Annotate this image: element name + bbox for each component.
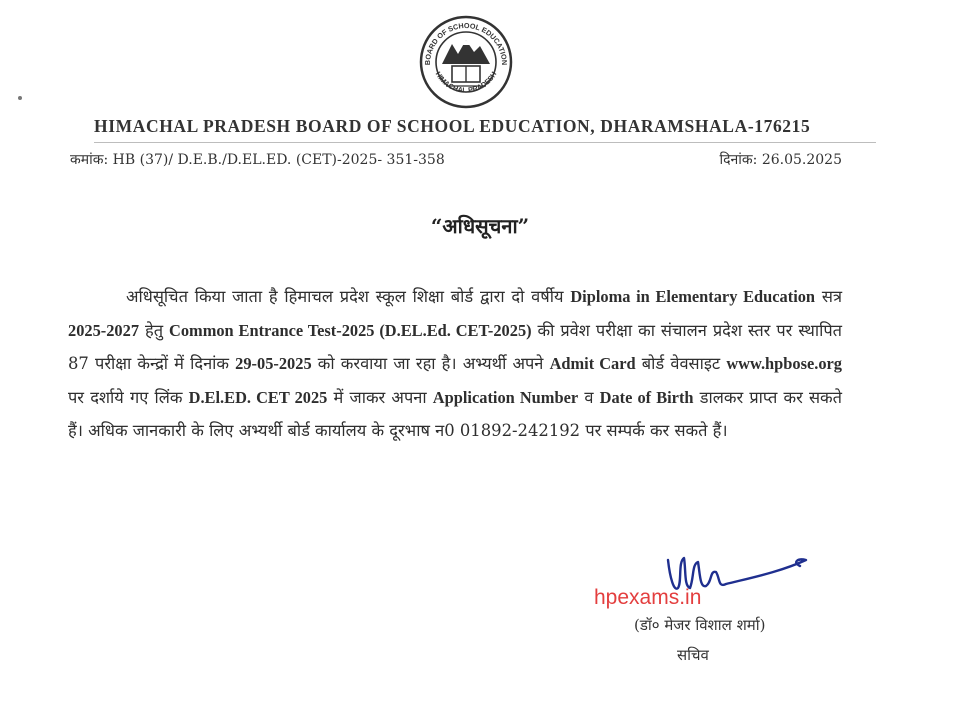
application-number-text: Application Number	[432, 387, 579, 407]
date-of-birth-text: Date of Birth	[599, 387, 694, 407]
signatory-name: (डॉ० मेजर विशाल शर्मा)	[634, 616, 766, 634]
body-text-6: बोर्ड वेवसाइट	[635, 354, 727, 374]
exam-name: Common Entrance Test-2025 (D.EL.Ed. CET-2025)	[169, 320, 532, 340]
body-text-7: पर दर्शाये गए लिंक	[68, 387, 189, 407]
course-name: Diploma in Elementary Education	[570, 287, 816, 306]
body-text-4: की प्रवेश परीक्षा का संचालन प्रदेश स्तर पर स्थापित 87 परीक्षा केन्द्रों में दिनांक	[68, 320, 842, 374]
reference-line	[70, 150, 445, 169]
reference-number: HB (37)/ D.E.B./D.EL.ED. (CET)-2025- 351-358	[112, 152, 445, 168]
body-text-10: डालकर प्राप्त कर सकते हैं। अधिक जानकारी के लिए अभ्यर्थी बोर्ड कार्यालय के दूरभाष न0 01892-242192 पर सम्पर्क कर सकते हैं।	[68, 387, 842, 441]
body-text-3: हेतु	[139, 320, 170, 340]
scan-speck	[18, 96, 22, 100]
seal-bottom-text: HIMACHAL PRADESH	[433, 69, 499, 95]
admit-card-text: Admit Card	[549, 354, 636, 374]
org-title: HIMACHAL PRADESH BOARD OF SCHOOL EDUCATION, DHARAMSHALA-176215	[94, 116, 811, 136]
session-years: 2025-2027	[68, 320, 140, 340]
notice-body	[68, 280, 842, 448]
date-label: दिनांक:	[719, 152, 758, 168]
header-divider	[94, 142, 876, 143]
body-text-1: अधिसूचित किया जाता है हिमाचल प्रदेश स्कूल शिक्षा बोर्ड द्वारा दो वर्षीय	[126, 287, 571, 306]
date-line	[719, 150, 842, 169]
link-name: D.El.ED. CET 2025	[188, 387, 328, 407]
body-text-2: सत्र	[815, 287, 842, 306]
body-text-9: व	[578, 387, 600, 407]
website-url: www.hpbose.org	[726, 354, 843, 374]
signatory-title: सचिव	[677, 646, 709, 664]
reference-label: कमांक:	[70, 152, 109, 168]
body-text-5: को करवाया जा रहा है। अभ्यर्थी अपने	[311, 354, 550, 374]
exam-date: 29-05-2025	[235, 354, 312, 374]
body-text-8: में जाकर अपना	[327, 387, 433, 407]
watermark-text: hpexams.in	[594, 586, 702, 609]
notice-heading: “अधिसूचना”	[430, 214, 530, 238]
date-value: 26.05.2025	[761, 152, 842, 168]
seal-top-text: BOARD OF SCHOOL EDUCATION	[422, 20, 510, 66]
board-seal-icon	[418, 14, 514, 110]
